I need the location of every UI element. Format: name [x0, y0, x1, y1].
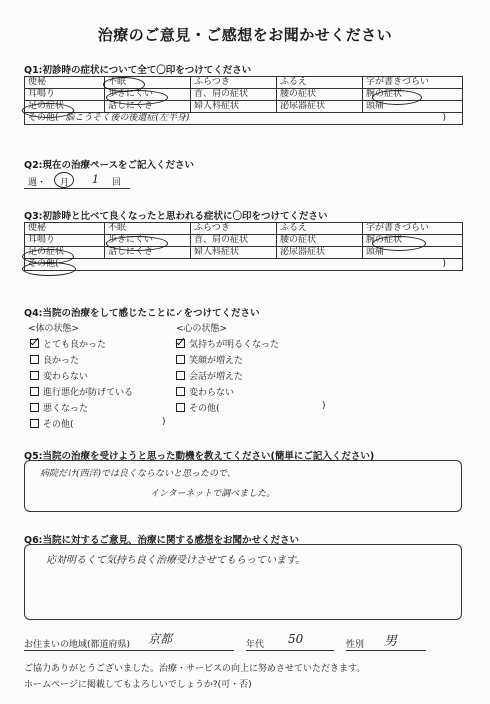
q2-heading: Q2:現在の治療ペースをご記入ください	[24, 160, 195, 171]
q3-cell[interactable]: 不眠	[105, 223, 191, 235]
q3-cell[interactable]: 便秘	[25, 223, 105, 235]
q3-circle-mark	[372, 236, 426, 251]
q2-month-label: 月	[60, 178, 70, 188]
q4-body-option[interactable]: 進行悪化が防げている	[30, 385, 133, 398]
q4-mind-option[interactable]: 笑顔が増えた	[176, 353, 243, 366]
q1-cell[interactable]: 婦人科症状	[191, 101, 277, 113]
q4-mind-other-close: )	[322, 401, 326, 411]
q3-cell[interactable]: 泌尿器症状	[277, 247, 363, 259]
q3-cell[interactable]: 耳鳴り	[25, 235, 105, 247]
q3-cell[interactable]: 婦人科症状	[191, 247, 277, 259]
q3-cell[interactable]: 首、肩の症状	[191, 235, 277, 247]
q3-cell[interactable]: 足の症状	[25, 247, 105, 259]
q4-mind-option[interactable]: 気持ちが明るくなった	[176, 337, 279, 350]
q1-cell[interactable]: 便秘	[25, 77, 105, 89]
q1-other-close: )	[442, 113, 446, 123]
q1-cell[interactable]: 腰の症状	[277, 89, 363, 101]
q2-month-circle	[54, 172, 74, 188]
q1-cell[interactable]: 不眠	[105, 77, 191, 89]
region-label: お住まいの地域(都道府県)	[24, 640, 131, 650]
q1-cell[interactable]: 歩きにくい	[105, 89, 191, 101]
q1-cell[interactable]: 耳鳴り	[25, 89, 105, 101]
q6-handwriting-line1: 応対明るくて気持ち良く治療受けさせてもらっています。	[46, 555, 306, 566]
region-underline	[24, 650, 234, 651]
q2-underline	[24, 188, 130, 189]
q4-mind-header: <心の状態>	[176, 324, 228, 334]
q3-other-label: その他(	[28, 259, 59, 269]
q3-cell[interactable]: 腕の症状	[363, 235, 463, 247]
q1-cell[interactable]: 足の症状	[25, 101, 105, 113]
page-title: 治療のご意見・ご感想をお聞かせください	[97, 26, 393, 44]
q3-cell[interactable]: 歩きにくい	[105, 235, 191, 247]
q5-handwriting-line2: インターネットで調べました。	[150, 489, 276, 499]
sex-label: 性別	[346, 640, 365, 650]
q3-cell[interactable]: ふらつき	[191, 223, 277, 235]
q3-heading: Q3:初診時と比べて良くなったと思われる症状に〇印をつけてください	[24, 211, 328, 222]
q3-cell[interactable]: 話しにくさ	[105, 247, 191, 259]
q1-cell[interactable]: 話しにくさ	[105, 101, 191, 113]
checkbox-checked-icon[interactable]	[30, 339, 39, 348]
q3-other-close: )	[442, 259, 446, 269]
q4-body-option[interactable]: とても良かった	[30, 337, 106, 350]
q4-body-option[interactable]: その他(	[30, 417, 74, 430]
q3-circle-mark	[106, 236, 168, 251]
region-handwriting: 京都	[148, 632, 173, 646]
q4-body-header: <体の状態>	[28, 324, 80, 334]
sex-underline	[346, 650, 426, 651]
q4-mind-option[interactable]: その他(	[176, 401, 220, 414]
q4-body-option[interactable]: 良かった	[30, 353, 79, 366]
q1-circle-mark	[106, 90, 168, 105]
q1-other-handwriting: 脳こうそく後の後遺症(左半身)	[65, 113, 190, 123]
q2-count-handwriting: 1	[92, 173, 99, 186]
checkbox-checked-icon[interactable]	[176, 339, 185, 348]
checkbox-icon[interactable]	[30, 387, 39, 396]
q3-cell[interactable]: 腰の症状	[277, 235, 363, 247]
checkbox-icon[interactable]	[30, 419, 39, 428]
age-label: 年代	[246, 640, 265, 650]
checkbox-icon[interactable]	[176, 355, 185, 364]
q1-cell[interactable]: 頭痛	[363, 101, 463, 113]
q1-other-label: その他(	[28, 113, 59, 123]
q4-body-other-close: )	[162, 417, 166, 427]
checkbox-icon[interactable]	[30, 403, 39, 412]
q3-cell[interactable]: 字が書きづらい	[363, 223, 463, 235]
homepage-consent: ホームページに掲載してもよろしいでしょうか?(可・否)	[24, 680, 252, 690]
q1-heading: Q1:初診時の症状について全て〇印をつけてください	[24, 65, 252, 76]
q1-circle-mark	[372, 90, 422, 105]
q4-body-option[interactable]: 変わらない	[30, 369, 88, 382]
q1-cell[interactable]: ふらつき	[191, 77, 277, 89]
q1-cell[interactable]: 首、肩の症状	[191, 89, 277, 101]
q3-cell[interactable]: ふるえ	[277, 223, 363, 235]
q6-heading: Q6:当院に対するご意見、治療に関する感想をお聞かせください	[24, 535, 299, 546]
q1-cell[interactable]: 字が書きづらい	[363, 77, 463, 89]
age-handwriting: 50	[288, 632, 304, 646]
q5-heading: Q5:当院の治療を受けようと思った動機を教えてください(簡単にご記入ください)	[24, 451, 375, 462]
q1-cell[interactable]: ふるえ	[277, 77, 363, 89]
q5-handwriting-line1: 病院だけ(西洋)では良くならないと思ったので、	[40, 469, 236, 479]
q1-cell[interactable]: 腕の症状	[363, 89, 463, 101]
q4-mind-option[interactable]: 会話が増えた	[176, 369, 243, 382]
q1-other-row[interactable]	[25, 113, 463, 125]
checkbox-icon[interactable]	[30, 355, 39, 364]
q2-week-label: 週・	[28, 178, 47, 188]
q4-heading: Q4:当院の治療をして感じたことに✓をつけてください	[24, 308, 260, 319]
checkbox-icon[interactable]	[176, 371, 185, 380]
q3-other-row[interactable]	[25, 259, 463, 271]
q2-times-label: 回	[112, 178, 122, 188]
q3-circle-mark	[22, 262, 76, 276]
checkbox-icon[interactable]	[176, 403, 185, 412]
thanks-note: ご協力ありがとうございました。治療・サービスの向上に努めさせていただきます。	[24, 664, 366, 674]
age-underline	[246, 650, 334, 651]
q4-body-option[interactable]: 悪くなった	[30, 401, 88, 414]
checkbox-icon[interactable]	[176, 387, 185, 396]
checkbox-icon[interactable]	[30, 371, 39, 380]
q1-circle-mark	[22, 103, 74, 118]
q4-mind-option[interactable]: 変わらない	[176, 385, 234, 398]
q1-cell[interactable]: 泌尿器症状	[277, 101, 363, 113]
sex-handwriting: 男	[384, 634, 398, 649]
q3-cell[interactable]: 頭痛	[363, 247, 463, 259]
